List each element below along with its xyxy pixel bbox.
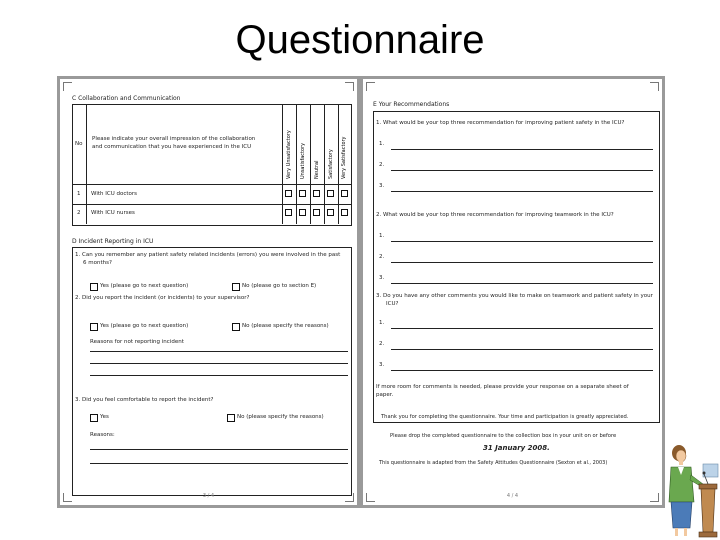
e-question-1: 1. What would be your top three recommendation for improving patient safety in the ICU? [376, 120, 625, 126]
answer-line[interactable] [90, 463, 348, 464]
q3-no-label: No (please specify the reasons) [237, 414, 324, 420]
podium-top [699, 484, 717, 489]
q1-yes-checkbox[interactable] [90, 283, 98, 291]
presenter-clipart [666, 440, 720, 540]
d-question-1-line-2: 6 months? [83, 260, 112, 266]
answer-line[interactable] [391, 241, 653, 242]
row-label-icu-doctors: With ICU doctors [91, 191, 138, 197]
crop-mark [63, 82, 72, 91]
q2-yes-label: Yes (please go to next question) [100, 323, 189, 329]
q2-yes-checkbox[interactable] [90, 323, 98, 331]
thank-you-note: Thank you for completing the questionnaire. Your time and participation is greatly appreciated. [381, 414, 629, 420]
q1-no-checkbox[interactable] [232, 283, 240, 291]
answer-line[interactable] [90, 351, 348, 352]
section-c-prompt-line-1: Please indicate your overall impression of the collaboration [92, 136, 256, 142]
item-number: 2. [379, 162, 385, 168]
table-divider [86, 104, 87, 224]
rating-checkbox[interactable] [327, 209, 334, 216]
item-number: 2. [379, 254, 385, 260]
q2-reasons-label: Reasons for not reporting incident [90, 339, 184, 345]
item-number: 3. [379, 183, 385, 189]
q2-no-label: No (please specify the reasons) [242, 323, 329, 329]
section-e-box [373, 111, 660, 423]
q3-reasons-label: Reasons: [90, 432, 115, 438]
more-room-note-line-1: If more room for comments is needed, please provide your response on a separate sheet of [376, 384, 629, 390]
d-question-3: 3. Did you feel comfortable to report the incident? [75, 397, 214, 403]
screen-backdrop [703, 464, 718, 477]
row-number: 1 [77, 191, 81, 197]
answer-line[interactable] [391, 349, 653, 350]
presenter-leg [675, 528, 678, 536]
answer-line[interactable] [391, 262, 653, 263]
crop-mark [345, 82, 354, 91]
e-question-3-line-2: ICU? [386, 301, 399, 307]
scale-label-unsatisfactory: Unsatisfactory [300, 142, 306, 179]
table-divider [324, 104, 325, 224]
answer-line[interactable] [391, 370, 653, 371]
rating-checkbox[interactable] [299, 209, 306, 216]
crop-mark [366, 82, 375, 91]
rating-checkbox[interactable] [285, 209, 292, 216]
rating-checkbox[interactable] [285, 190, 292, 197]
scale-label-satisfactory: Satisfactory [328, 149, 334, 179]
presenter-leg [684, 528, 687, 536]
section-c-heading: C Collaboration and Communication [72, 95, 181, 102]
presenter-face [676, 450, 686, 462]
questionnaire-page-4 [363, 79, 662, 505]
table-divider [338, 104, 339, 224]
rating-checkbox[interactable] [327, 190, 334, 197]
slide-title: Questionnaire [235, 18, 485, 62]
return-deadline: 31 January 2008. [483, 444, 550, 452]
microphone-icon [703, 472, 706, 475]
answer-line[interactable] [391, 149, 653, 150]
section-e-heading: E Your Recommendations [373, 101, 450, 108]
e-question-3-line-1: 3. Do you have any other comments you would like to make on teamwork and patient safety in your [376, 293, 653, 299]
rating-checkbox[interactable] [341, 190, 348, 197]
q3-yes-label: Yes [100, 414, 109, 420]
e-question-2: 2. What would be your top three recommendation for improving teamwork in the ICU? [376, 212, 614, 218]
answer-line[interactable] [90, 363, 348, 364]
answer-line[interactable] [391, 191, 653, 192]
answer-line[interactable] [90, 449, 348, 450]
row-number: 2 [77, 210, 81, 216]
podium-body [701, 489, 715, 532]
presenter-neck [679, 461, 683, 465]
q1-no-label: No (please go to section E) [242, 283, 317, 289]
item-number: 1. [379, 233, 385, 239]
questionnaire-scan [57, 76, 665, 508]
rating-checkbox[interactable] [341, 209, 348, 216]
podium-base [699, 532, 717, 537]
return-instructions: Please drop the completed questionnaire to the collection box in your unit on or before [390, 433, 617, 439]
q3-yes-checkbox[interactable] [90, 414, 98, 422]
item-number: 3. [379, 362, 385, 368]
item-number: 3. [379, 275, 385, 281]
d-question-1-line-1: 1. Can you remember any patient safety related incidents (errors) you were involved in the past [75, 252, 341, 258]
crop-mark [650, 82, 659, 91]
q1-yes-label: Yes (please go to next question) [100, 283, 189, 289]
section-d-heading: D Incident Reporting in ICU [72, 238, 154, 245]
item-number: 1. [379, 320, 385, 326]
d-question-2: 2. Did you report the incident (or incidents) to your supervisor? [75, 295, 250, 301]
rating-checkbox[interactable] [313, 209, 320, 216]
scale-label-very-satisfactory: Very Satisfactory [341, 136, 347, 179]
source-note: This questionnaire is adapted from the Safety Attitudes Questionnaire (Sexton et al., 2003) [379, 460, 608, 466]
q3-no-checkbox[interactable] [227, 414, 235, 422]
table-divider [296, 104, 297, 224]
scale-label-neutral: Neutral [314, 160, 320, 179]
more-room-note-line-2: paper. [376, 392, 394, 398]
q2-no-checkbox[interactable] [232, 323, 240, 331]
answer-line[interactable] [90, 375, 348, 376]
page-number: 4 / 4 [506, 493, 519, 499]
table-divider [310, 104, 311, 224]
answer-line[interactable] [391, 328, 653, 329]
page-number: 3 / 4 [202, 493, 215, 499]
rating-checkbox[interactable] [299, 190, 306, 197]
item-number: 2. [379, 341, 385, 347]
no-column-header: No [75, 141, 83, 147]
rating-checkbox[interactable] [313, 190, 320, 197]
answer-line[interactable] [391, 283, 653, 284]
table-divider [282, 104, 283, 224]
scale-label-very-unsatisfactory: Very Unsatisfactory [286, 130, 292, 179]
row-label-icu-nurses: With ICU nurses [91, 210, 135, 216]
questionnaire-page-3 [60, 79, 357, 505]
item-number: 1. [379, 141, 385, 147]
section-c-prompt-line-2: and communication that you have experienced in the ICU [92, 144, 252, 150]
presenter-skirt [671, 502, 692, 528]
answer-line[interactable] [391, 170, 653, 171]
